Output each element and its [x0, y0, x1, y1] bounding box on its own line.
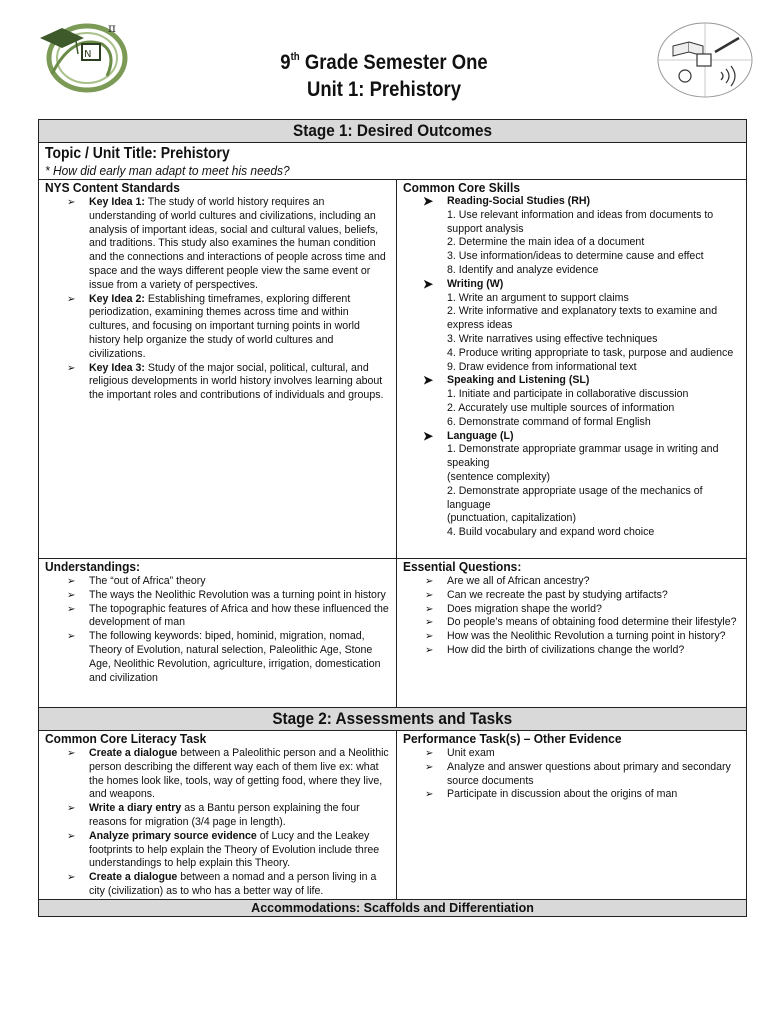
list-item: ➢ Key Idea 2: Establishing timeframes, exploring different periodization, examining themes across time and within cultures, and focusing on important turning points in world history help organize the study of world cultures and civilizations. [67, 292, 360, 360]
list-item: ➢ Key Idea 3: Study of the major social, political, cultural, and religious developments in world history involves learning about the important roles and contributions of individuals and groups. [67, 361, 384, 402]
cc-item: 1. Demonstrate appropriate grammar usage in writing and speaking [447, 443, 719, 470]
understandings-title: Understandings: [45, 559, 141, 574]
cc-item: 3. Write narratives using effective techniques [447, 332, 658, 345]
cc-item: 4. Build vocabulary and expand word choice [447, 526, 655, 539]
performance-list [403, 747, 740, 802]
essential-questions-list [403, 575, 740, 658]
literacy-title: Common Core Literacy Task [45, 731, 207, 746]
accommodations-header: Accommodations: Scaffolds and Differentiation [39, 900, 747, 917]
list-item: ➢ The “out of Africa” theory [67, 575, 206, 587]
list-item: ➢ Create a dialogue between a nomad and a person living in a city (civilization) as to who has a better way of life. [67, 871, 377, 897]
cc-item: (punctuation, capitalization) [447, 512, 576, 525]
nys-title: NYS Content Standards [45, 180, 180, 195]
list-item: ➢ Create a dialogue between a Paleolithic person and a Neolithic person describing the different way each of them live ex: what the homes look like, tools, way of getting food, where they live, and weapons. [67, 747, 389, 801]
cc-group-heading: ➤ Speaking and Listening (SL) [423, 373, 590, 388]
literacy-task-cell [39, 731, 397, 900]
sound-icon [721, 66, 735, 86]
cc-item: 6. Demonstrate command of formal English [447, 415, 651, 428]
page-title: 9th Grade Semester One Unit 1: Prehistory [280, 51, 488, 101]
nys-standards-cell [39, 180, 397, 559]
list-item: ➢ Do people’s means of obtaining food determine their lifestyle? [425, 616, 737, 629]
list-item: ➢ Analyze and answer questions about primary and secondary source documents [425, 760, 731, 787]
common-core-cell [397, 180, 747, 559]
essential-questions-title: Essential Questions: [403, 559, 522, 574]
list-item: ➢ Unit exam [425, 747, 495, 759]
cc-item: (sentence complexity) [447, 470, 551, 483]
cc-item: 9. Draw evidence from informational text [447, 360, 637, 373]
cc-item: 2. Demonstrate appropriate usage of the mechanics of language [447, 484, 703, 511]
cc-group-heading: ➤ Reading-Social Studies (RH) [423, 194, 591, 208]
list-item: ➢ Does migration shape the world? [425, 602, 602, 615]
left-logo-inner-letter: N [84, 49, 92, 60]
cc-item: 8. Identify and analyze evidence [447, 263, 599, 276]
topic-cell [39, 143, 747, 180]
list-item: ➢ Can we recreate the past by studying artifacts? [425, 588, 668, 601]
understandings-list [45, 575, 390, 685]
pi-symbol: π [108, 21, 116, 35]
cc-item: 3. Use information/ideas to determine cause and effect [447, 250, 704, 263]
cc-group-heading: ➤ Writing (W) [423, 276, 504, 291]
performance-task-cell [397, 731, 747, 900]
common-core-title: Common Core Skills [403, 180, 520, 195]
nys-list [45, 196, 390, 403]
cc-item: 2. Accurately use multiple sources of information [447, 401, 675, 414]
list-item: ➢ How was the Neolithic Revolution a turning point in history? [425, 630, 726, 643]
cc-item: 4. Produce writing appropriate to task, purpose and audience [447, 346, 734, 359]
cc-item: 1. Use relevant information and ideas from documents to support analysis [447, 208, 714, 235]
list-item: ➢ The ways the Neolithic Revolution was a turning point in history [67, 588, 386, 601]
list-item: ➢ Write a diary entry as a Bantu person explaining the four reasons for migration (3/4 page in length). [67, 802, 360, 828]
list-item: ➢ Participate in discussion about the origins of man [425, 788, 678, 801]
essential-questions-cell [397, 559, 747, 708]
list-item: ➢ The topographic features of Africa and how these influenced the development of man [67, 602, 389, 629]
list-item: ➢ How did the birth of civilizations change the world? [425, 643, 685, 656]
stage2-header: Stage 2: Assessments and Tasks [39, 708, 747, 731]
list-item: ➢ Analyze primary source evidence of Lucy and the Leakey footprints to help explain the Theory of Evolution include three understandings to help explain this Theory. [67, 829, 380, 870]
unit-plan-table [38, 119, 747, 917]
list-item: ➢ The following keywords: biped, hominid, migration, nomad, Theory of Evolution, natural selection, Paleolithic Age, Stone Age, Neolithic Revolution, agriculture, irrigation, domestication and civilization [67, 630, 381, 684]
understandings-cell [39, 559, 397, 708]
stage1-header: Stage 1: Desired Outcomes [39, 120, 747, 143]
topic-question: * How did early man adapt to meet his needs? [45, 163, 290, 178]
cc-group-heading: ➤ Language (L) [423, 428, 514, 443]
cc-item: 1. Initiate and participate in collaborative discussion [447, 388, 689, 401]
list-item: ➢ Key Idea 1: The study of world history requires an understanding of world cultures and civilizations, including an analysis of important ideas, social and cultural values, beliefs, and traditions. This study also examines the human condition and the connections and interactions of people across time and space and the ways different people view the same event or issue from a variety of perspectives. [67, 196, 386, 291]
cc-item: 1. Write an argument to support claims [447, 291, 629, 304]
cc-item: 2. Determine the main idea of a document [447, 236, 645, 249]
topic-title: Topic / Unit Title: Prehistory [45, 145, 230, 162]
cc-item: 2. Write informative and explanatory texts to examine and express ideas [447, 305, 718, 332]
performance-title: Performance Task(s) – Other Evidence [403, 731, 622, 746]
list-item: ➢ Are we all of African ancestry? [425, 575, 590, 587]
literacy-list [45, 747, 390, 899]
